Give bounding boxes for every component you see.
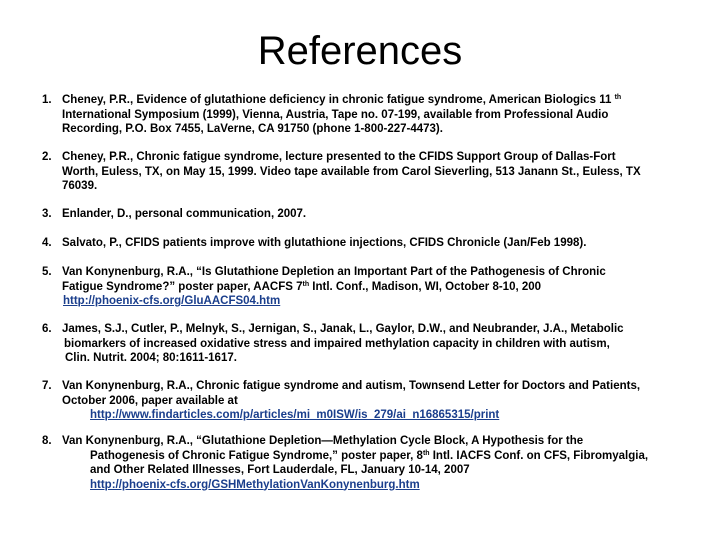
reference-item-4 [42,236,586,251]
reference-number: 1. [42,94,52,106]
reference-link[interactable]: http://www.findarticles.com/p/articles/mi_m0ISW/is_279/ai_n16865315/print [90,409,500,421]
superscript: th [422,449,430,457]
reference-number: 3. [42,208,52,220]
reference-line: 76039. [62,180,98,192]
reference-line: International Symposium (1999), Vienna, Austria, Tape no. 07-199, available from Professional Audio [62,108,609,121]
reference-line: Clin. Nutrit. 2004; 80:1611-1617. [65,352,237,364]
reference-item-2 [42,150,641,194]
reference-number: 6. [42,323,52,335]
superscript: th [302,280,310,288]
reference-link[interactable]: http://phoenix-cfs.org/GluAACFS04.htm [63,295,281,307]
reference-line: October 2006, paper available at [62,394,238,407]
reference-item-5 [42,265,606,309]
reference-line: Recording, P.O. Box 7455, LaVerne, CA 91750 (phone 1-800-227-4473). [62,123,443,135]
page-title: References [257,29,463,73]
reference-line: Salvato, P., CFIDS patients improve with glutathione injections, CFIDS Chronicle (Jan/Feb 1998). [62,237,587,249]
reference-item-6 [42,322,624,366]
reference-line: Cheney, P.R., Chronic fatigue syndrome, lecture presented to the CFIDS Support Group of Dallas-Fort [62,151,616,163]
reference-item-8 [42,434,648,492]
reference-number: 5. [42,266,52,278]
reference-line: biomarkers of increased oxidative stress and impaired methylation capacity in children with autism, [64,337,610,350]
reference-line: Van Konynenburg, R.A., “Glutathione Depletion—Methylation Cycle Block, A Hypothesis for the [62,435,584,447]
reference-line: James, S.J., Cutler, P., Melnyk, S., Jernigan, S., Janak, L., Gaylor, D.W., and Neubrander, J.A., Metabolic [62,323,624,335]
reference-line: Worth, Euless, TX, on May 15, 1999. Video tape available from Carol Sieverling, 513 Janann St., Euless, TX [62,165,641,178]
reference-line: and Other Related Illnesses, Fort Lauderdale, FL, January 10-14, 2007 [90,464,470,476]
reference-line: Van Konynenburg, R.A., “Is Glutathione Depletion an Important Part of the Pathogenesis of Chronic [62,266,606,278]
reference-link[interactable]: http://phoenix-cfs.org/GSHMethylationVanKonynenburg.htm [90,478,420,491]
reference-item-7 [42,379,640,423]
reference-line: Van Konynenburg, R.A., Chronic fatigue syndrome and autism, Townsend Letter for Doctors and Patients, [62,380,641,392]
reference-number: 8. [42,435,52,447]
reference-number: 2. [42,151,52,163]
superscript: th [614,94,622,101]
reference-line: Fatigue Syndrome?” poster paper, AACFS 7th Intl. Conf., Madison, WI, October 8-10, 200 [62,280,542,293]
reference-item-1 [42,93,621,137]
reference-line: Enlander, D., personal communication, 2007. [62,208,307,220]
reference-number: 4. [42,237,52,249]
reference-line: Cheney, P.R., Evidence of glutathione deficiency in chronic fatigue syndrome, American Biologics 11 $^{th}$ [62,94,622,106]
reference-item-3 [42,207,306,222]
reference-line: Pathogenesis of Chronic Fatigue Syndrome,” poster paper, 8th Intl. IACFS Conf. on CFS, Fibromyalgia, [90,449,649,462]
reference-number: 7. [42,380,52,392]
